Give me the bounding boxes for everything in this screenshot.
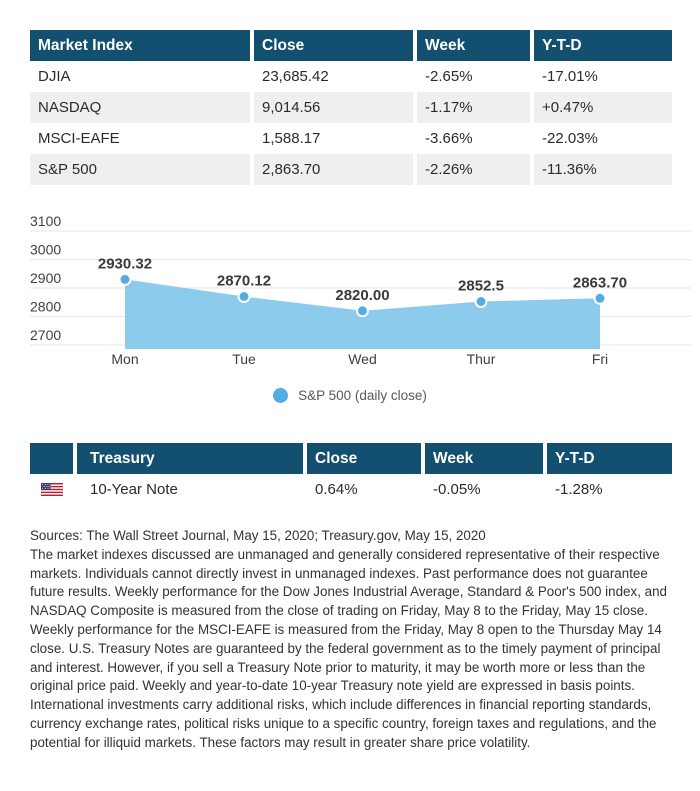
market-row-name: S&P 500 [30, 154, 250, 185]
market-table-header-close: Close [254, 30, 413, 61]
treasury-row-ytd: -1.28% [555, 481, 603, 498]
legend-label: S&P 500 (daily close) [298, 388, 427, 403]
disclaimer-text: The market indexes discussed are unmanaged and generally considered representative of their respective markets. Individuals cannot directly invest in unmanaged indexes. Past performance does not guarantee future results. Weekly performance for the Dow Jones Industrial Average, Standard & Poor's 500 index, and NASDAQ Composite is measured from the close of trading on Friday, May 8 to the Friday, May 15 close. Weekly performance for the MSCI-EAFE is measured from the Friday, May 8 open to the Thursday May 14 close. U.S. Treasury Notes are guaranteed by the federal government as to the timely payment of principal and interest. However, if you sell a Treasury Note prior to maturity, it may be worth more or less than the original price paid. Weekly and year-to-date 10-year Treasury note yield are expressed in basis points. International investments carry additional risks, which include differences in financial reporting standards, currency exchange rates, political risks unique to a specific country, foreign taxes and regulations, and the potential for illiquid markets. These factors may result in greater share price volatility. [30, 546, 667, 750]
treasury-row-week: -0.05% [433, 481, 481, 498]
treasury-table-header-flag-spacer [30, 443, 73, 474]
x-axis-tick-label: Tue [232, 351, 256, 367]
market-row-name: DJIA [38, 68, 71, 85]
y-axis-tick-label: 2800 [30, 298, 62, 315]
sources-line: Sources: The Wall Street Journal, May 15, 2020; Treasury.gov, May 15, 2020 [30, 528, 486, 543]
market-row-week: -1.17% [417, 92, 530, 123]
x-axis-tick-label: Mon [111, 351, 139, 367]
x-axis-tick-label: Wed [348, 351, 377, 367]
data-point-label: 2852.5 [458, 277, 504, 295]
market-row-name: MSCI-EAFE [38, 130, 120, 147]
y-axis-tick-label: 2900 [30, 270, 62, 286]
market-table-header-week: Week [417, 30, 530, 61]
data-point-marker [357, 305, 368, 316]
market-row-ytd: +0.47% [534, 92, 672, 123]
market-row-name: NASDAQ [30, 92, 250, 123]
treasury-row-name: 10-Year Note [90, 481, 178, 498]
treasury-table-header-treasury: Treasury [77, 443, 303, 474]
sp500-area-chart [0, 200, 700, 380]
treasury-table-header-week: Week [425, 443, 543, 474]
market-row-close: 2,863.70 [254, 154, 413, 185]
treasury-row-close: 0.64% [315, 481, 358, 498]
treasury-table-header-ytd: Y-T-D [547, 443, 672, 474]
market-row-close: 23,685.42 [262, 68, 329, 85]
data-point-marker [476, 296, 487, 307]
x-axis-tick-label: Fri [591, 351, 609, 367]
data-point-marker [239, 291, 250, 302]
data-point-marker [120, 274, 131, 285]
treasury-table-header-close: Close [307, 443, 421, 474]
treasury-row-flag [30, 474, 73, 505]
data-point-label: 2820.00 [335, 286, 390, 304]
market-row-week: -3.66% [425, 130, 473, 147]
market-row-week: -2.26% [417, 154, 530, 185]
data-point-label: 2930.32 [97, 255, 153, 273]
data-point-label: 2870.12 [216, 272, 272, 290]
data-point-marker [595, 293, 606, 304]
y-axis-tick-label: 3000 [30, 241, 62, 258]
market-table-header-index: Market Index [30, 30, 250, 61]
market-row-week: -2.65% [425, 68, 473, 85]
market-index-table [30, 30, 672, 185]
treasury-table [30, 443, 672, 505]
market-row-close: 1,588.17 [262, 130, 321, 147]
market-row-ytd: -17.01% [542, 68, 598, 85]
market-table-header-ytd: Y-T-D [534, 30, 672, 61]
market-row-close: 9,014.56 [254, 92, 413, 123]
chart-legend [0, 388, 700, 403]
y-axis-tick-label: 3100 [30, 213, 62, 229]
data-point-label: 2863.70 [572, 274, 628, 292]
y-axis-tick-label: 2700 [30, 327, 62, 343]
market-row-ytd: -11.36% [534, 154, 672, 185]
us-flag-icon [41, 483, 63, 496]
x-axis-tick-label: Thur [466, 351, 496, 367]
disclaimer-block [30, 527, 678, 753]
legend-marker-icon [273, 388, 288, 403]
market-row-ytd: -22.03% [542, 130, 598, 147]
